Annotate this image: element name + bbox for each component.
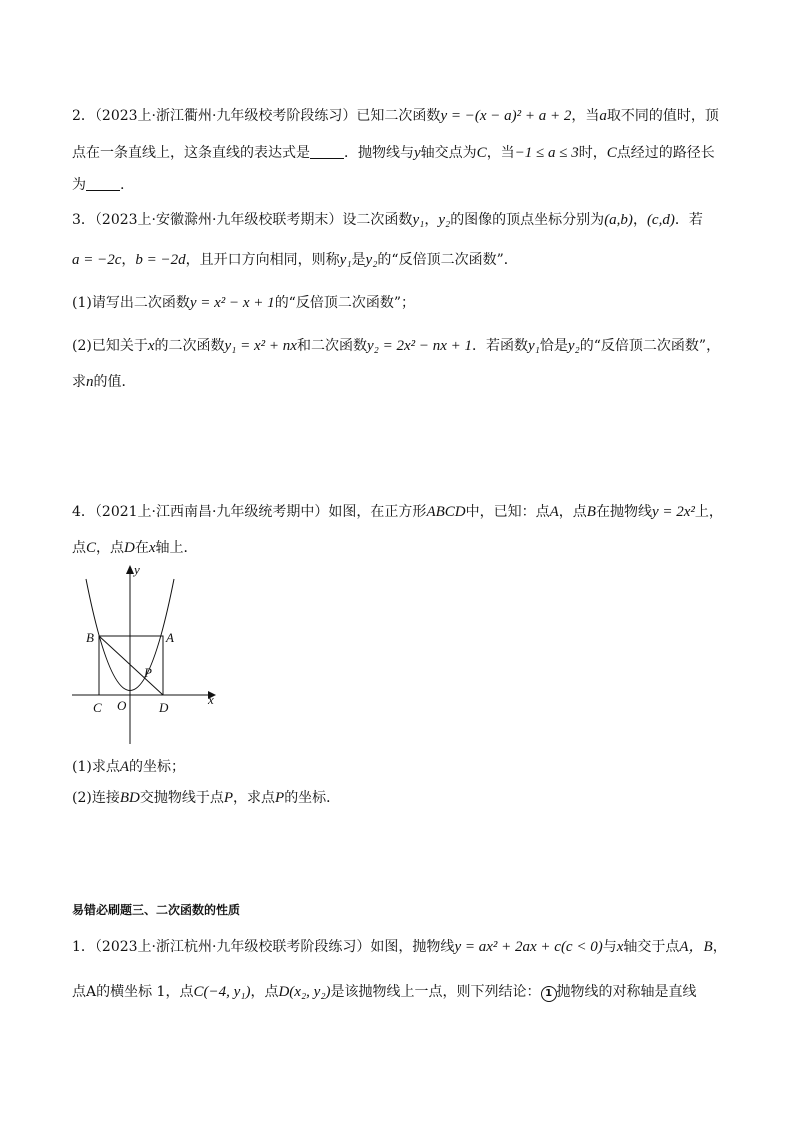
text: 与	[602, 939, 617, 955]
text: 的“反倍顶二次函数”；	[274, 295, 416, 311]
text: 点在一条直线上，这条直线的表达式是	[72, 145, 310, 161]
text: (2)连接	[72, 790, 120, 806]
label-y: y	[134, 562, 140, 577]
text: ．若	[674, 212, 703, 228]
text: ，当	[571, 108, 600, 124]
q4-part-2	[72, 788, 340, 808]
q2-range: −1 ≤ a ≤ 3	[514, 145, 579, 161]
var: y₁	[412, 212, 425, 228]
var: y = 2x²	[651, 504, 695, 520]
label-b: B	[86, 630, 94, 645]
text: 时，	[578, 145, 607, 161]
var: (c < 0)	[560, 939, 603, 955]
q3-line-2	[72, 250, 518, 270]
var: A	[549, 504, 559, 520]
q3-line-1	[72, 210, 703, 230]
var: (c,d)	[646, 212, 675, 228]
var: A	[119, 759, 130, 775]
text: 在抛物线	[595, 504, 652, 520]
var: x	[616, 939, 624, 955]
q2-line-3	[72, 175, 124, 195]
text: 轴交点为	[420, 145, 477, 161]
text: 2．（2023上·浙江衢州·九年级校考阶段练习）已知二次函数	[72, 108, 441, 124]
var: D	[124, 540, 135, 556]
text: 恰是	[539, 338, 568, 354]
label-x: x	[208, 692, 214, 707]
s3q1-line-2	[72, 982, 697, 1002]
text: 是该抛物线上一点，则下列结论：	[330, 984, 541, 1000]
var: B	[586, 504, 596, 520]
text: (1)请写出二次函数	[72, 295, 190, 311]
var: A，B	[679, 939, 713, 955]
label-a: A	[166, 630, 174, 645]
text: 为	[72, 177, 86, 193]
segment-bd	[99, 636, 163, 695]
section-title: 易错必刷题三、二次函数的性质	[72, 903, 241, 917]
var: a	[599, 108, 607, 124]
text: 的“反倍顶二次函数”，	[579, 338, 721, 354]
s3q1-line-1	[72, 937, 727, 957]
var: y = x² − x + 1	[189, 295, 275, 311]
text: ，	[632, 212, 647, 228]
var: y = ax² + 2ax + c	[454, 939, 561, 955]
var: y₂	[438, 212, 451, 228]
var: P	[275, 790, 285, 806]
var: y₂	[567, 338, 580, 354]
text: 交抛物线于点	[139, 790, 224, 806]
q4-line-2	[72, 538, 198, 558]
label-o: O	[117, 698, 127, 713]
text: (2)已知关于	[72, 338, 148, 354]
text: 在	[134, 540, 149, 556]
text: 的坐标．	[284, 790, 341, 806]
text: ，点	[250, 984, 279, 1000]
var: y₁	[339, 252, 352, 268]
var: BD	[119, 790, 140, 806]
var: x	[147, 338, 155, 354]
var: (a,b)	[604, 212, 633, 228]
text: 点A的横坐标 1，点	[72, 984, 194, 1000]
var: y₁	[528, 338, 540, 354]
q2-line-1	[72, 106, 719, 126]
text: 的二次函数	[154, 338, 225, 354]
text: 4．（2021上·江西南昌·九年级统考期中）如图，在正方形	[72, 504, 427, 520]
text: 抛物线的对称轴是直线	[556, 984, 697, 1000]
var: C	[86, 540, 97, 556]
answer-blank	[86, 176, 120, 191]
var: D(x₂, y₂)	[278, 984, 331, 1000]
text: 点	[72, 540, 86, 556]
var: y₁ = x² + nx	[224, 338, 297, 354]
var: x	[148, 540, 156, 556]
text: 的“反倍顶二次函数”．	[377, 252, 518, 268]
var: C	[476, 145, 487, 161]
text: 的坐标；	[129, 759, 186, 775]
q2-line-2	[72, 143, 715, 163]
circled-number-1: 1	[541, 986, 557, 1002]
label-d: D	[159, 700, 169, 715]
var: ABCD	[426, 504, 466, 520]
text: 上，	[694, 504, 723, 520]
q4-line-1	[72, 502, 723, 522]
text: ，	[121, 252, 136, 268]
text: 点经过的路径长	[616, 145, 715, 161]
text: ，当	[486, 145, 515, 161]
q2-formula: y = −(x − a)² + a + 2	[440, 108, 572, 124]
text: 1．（2023上·浙江杭州·九年级校联考阶段练习）如图，抛物线	[72, 939, 455, 955]
text: 的图像的顶点坐标分别为	[450, 212, 605, 228]
text: ，	[712, 939, 727, 955]
q4-figure	[70, 562, 220, 747]
text: 求	[72, 374, 86, 390]
q4-part-1	[72, 757, 185, 777]
var: a = −2c	[72, 252, 122, 268]
var: b = −2d	[135, 252, 186, 268]
text: ，点	[96, 540, 125, 556]
text: ．若函数	[472, 338, 529, 354]
q3-part-2-cont	[72, 372, 136, 392]
text: ，求点	[233, 790, 276, 806]
text: 中，已知：点	[465, 504, 550, 520]
var: y	[414, 145, 421, 161]
text: 取不同的值时，顶	[606, 108, 719, 124]
text: 轴交于点	[623, 939, 680, 955]
var: C	[606, 145, 617, 161]
var: y₂	[365, 252, 378, 268]
label-p: P	[144, 665, 152, 680]
text: 3．（2023上·安徽滁州·九年级校联考期末）设二次函数	[72, 212, 413, 228]
text: 是	[351, 252, 366, 268]
text: 轴上．	[155, 540, 198, 556]
text: ，且开口方向相同，则称	[185, 252, 340, 268]
text: 的值．	[93, 374, 136, 390]
text: .	[120, 177, 125, 193]
y-axis-arrow	[126, 565, 134, 574]
text: ．抛物线与	[344, 145, 414, 161]
answer-blank	[310, 144, 344, 159]
var: y₂ = 2x² − nx + 1	[366, 338, 473, 354]
text: (1)求点	[72, 759, 120, 775]
q3-part-1	[72, 293, 415, 313]
text: 和二次函数	[296, 338, 367, 354]
var: P	[223, 790, 234, 806]
var: C(−4, y₁)	[193, 984, 251, 1000]
label-c: C	[93, 700, 102, 715]
var: n	[86, 374, 94, 390]
text: ，	[424, 212, 439, 228]
text: ，点	[558, 504, 587, 520]
q3-part-2	[72, 336, 720, 356]
